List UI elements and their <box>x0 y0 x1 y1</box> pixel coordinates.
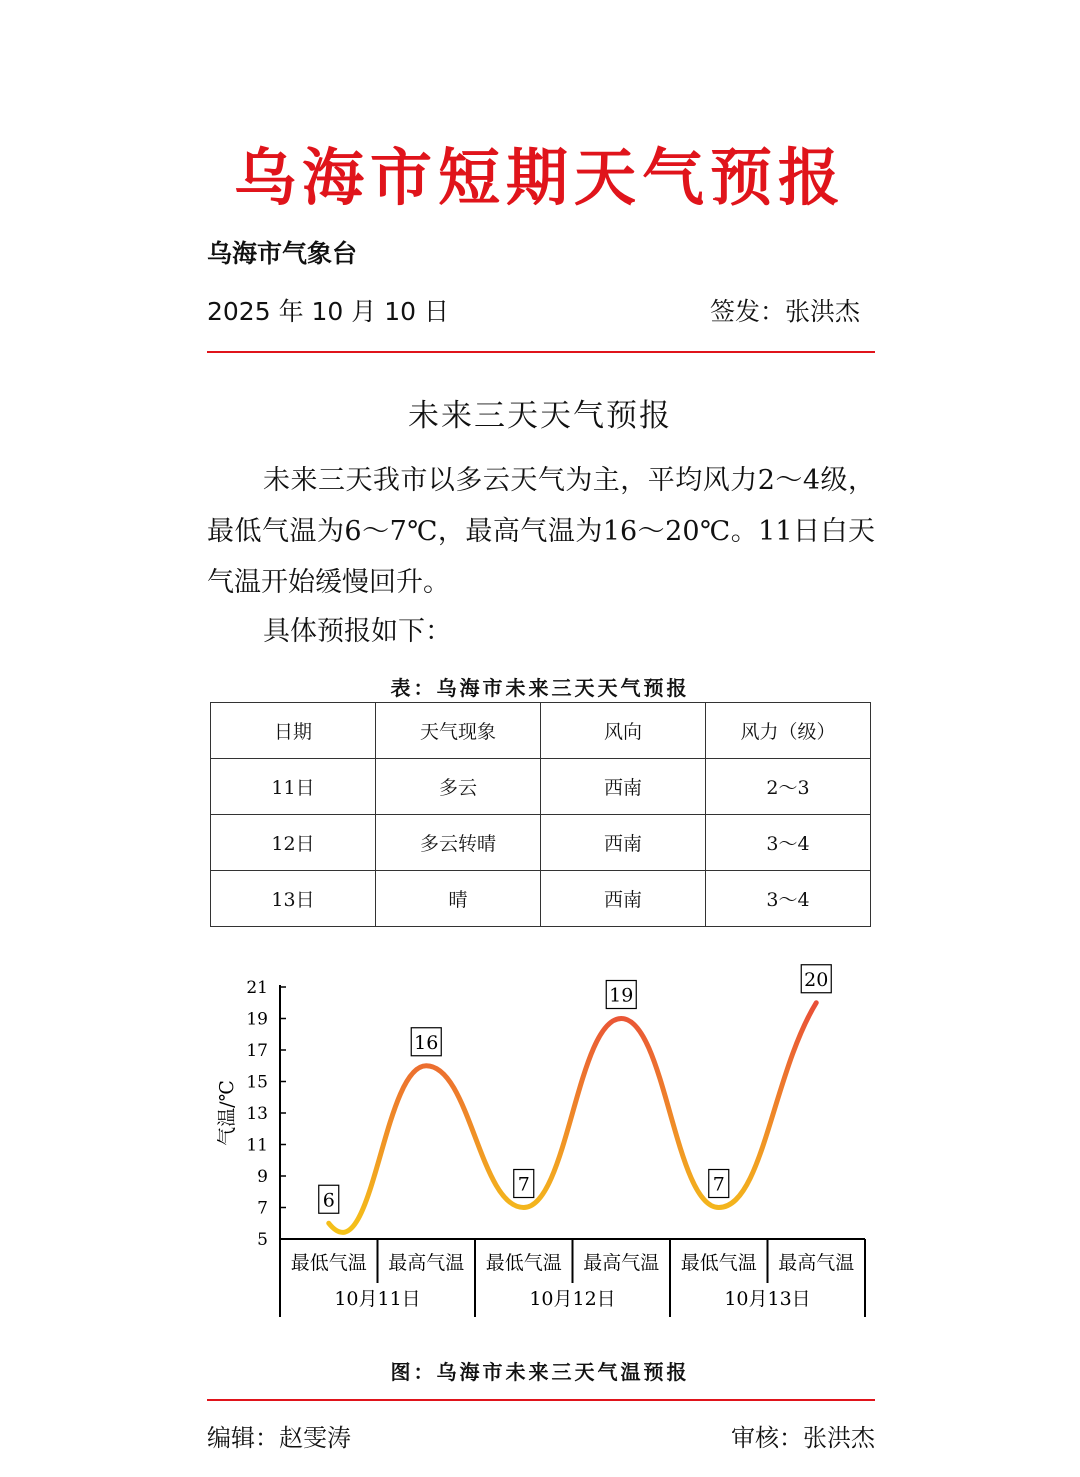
intro-paragraph: 具体预报如下： <box>263 616 452 647</box>
table-cell: 11日 <box>211 759 376 815</box>
x-group-label: 10月13日 <box>724 1288 811 1310</box>
temperature-chart-svg <box>205 962 875 1332</box>
table-row <box>211 815 871 871</box>
data-label: 20 <box>804 968 829 991</box>
temperature-line <box>329 1003 817 1233</box>
document-title: 乌海市短期天气预报 <box>233 141 846 214</box>
y-tick-label: 9 <box>257 1167 268 1187</box>
y-tick-label: 11 <box>246 1135 268 1156</box>
issue-date: 2025 年 10 月 10 日 <box>207 297 449 326</box>
data-label: 6 <box>322 1189 335 1212</box>
table-header-cell: 风向 <box>541 703 706 759</box>
editor: 编辑：赵雯涛 <box>207 1424 351 1452</box>
chart-caption: 图：乌海市未来三天气温预报 <box>390 1360 690 1384</box>
table-row <box>211 871 871 927</box>
x-category-label: 最高气温 <box>778 1252 855 1274</box>
x-group-label: 10月11日 <box>334 1288 421 1310</box>
header-divider <box>207 351 875 353</box>
y-tick-label: 17 <box>246 1041 268 1061</box>
forecast-table <box>210 702 871 927</box>
table-cell: 12日 <box>211 815 376 871</box>
table-caption: 表：乌海市未来三天天气预报 <box>390 676 690 700</box>
table-cell: 西南 <box>541 815 706 871</box>
data-label: 16 <box>414 1031 439 1054</box>
reviewer: 审核：张洪杰 <box>731 1424 875 1452</box>
table-row <box>211 759 871 815</box>
section-title: 未来三天天气预报 <box>408 398 672 434</box>
y-tick-label: 7 <box>257 1198 268 1219</box>
table-cell: 西南 <box>541 759 706 815</box>
table-header-cell: 风力（级） <box>706 703 871 759</box>
table-header-cell: 天气现象 <box>376 703 541 759</box>
table-cell: 多云转晴 <box>376 815 541 871</box>
y-axis-label: 气温/℃ <box>216 1080 238 1146</box>
y-tick-label: 5 <box>257 1230 268 1250</box>
x-category-label: 最低气温 <box>485 1252 562 1274</box>
issuer: 乌海市气象台 <box>207 239 358 268</box>
data-label: 7 <box>712 1173 725 1196</box>
temperature-chart <box>205 962 875 1332</box>
y-tick-label: 15 <box>246 1072 268 1093</box>
table-cell: 3～4 <box>706 815 871 871</box>
table-cell: 晴 <box>376 871 541 927</box>
signer: 签发：张洪杰 <box>709 297 860 326</box>
x-category-label: 最高气温 <box>583 1252 660 1274</box>
y-tick-label: 19 <box>246 1009 268 1030</box>
table-cell: 2～3 <box>706 759 871 815</box>
footer-divider <box>207 1399 875 1401</box>
table-header-cell: 日期 <box>211 703 376 759</box>
table-cell: 西南 <box>541 871 706 927</box>
y-tick-label: 13 <box>246 1104 268 1124</box>
data-label: 7 <box>517 1173 530 1196</box>
x-category-label: 最低气温 <box>290 1252 367 1274</box>
table-header-row <box>211 703 871 759</box>
data-label: 19 <box>609 984 634 1007</box>
table-cell: 3～4 <box>706 871 871 927</box>
table-cell: 13日 <box>211 871 376 927</box>
x-group-label: 10月12日 <box>529 1288 616 1310</box>
table-cell: 多云 <box>376 759 541 815</box>
x-category-label: 最低气温 <box>680 1252 757 1274</box>
y-tick-label: 21 <box>246 978 268 998</box>
summary-paragraph: 未来三天我市以多云天气为主，平均风力2～4级，最低气温为6～7℃，最高气温为16～20℃。11日白天气温开始缓慢回升。 <box>207 465 875 598</box>
x-category-label: 最高气温 <box>388 1252 465 1274</box>
